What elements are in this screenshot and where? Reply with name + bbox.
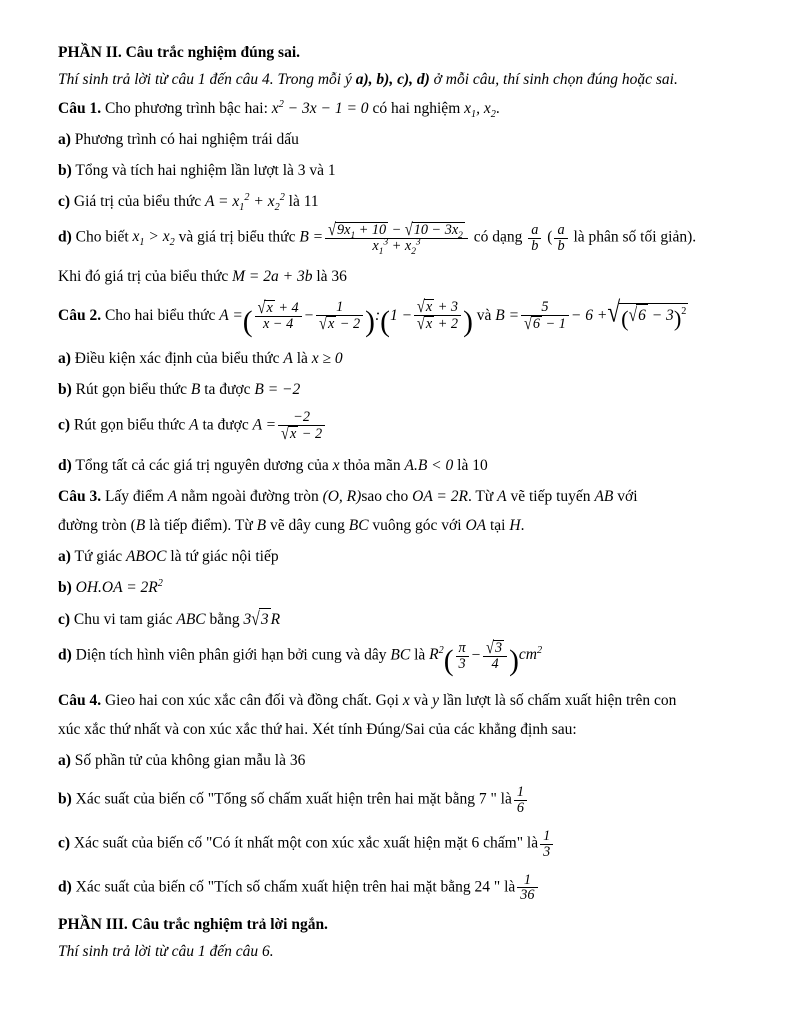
paren-close-big-3: )	[509, 645, 519, 678]
cau3-a-label: a)	[58, 548, 71, 566]
paren-close-big: )	[365, 305, 375, 338]
cau3-option-c	[58, 608, 734, 631]
cau3-c-label: c)	[58, 611, 71, 629]
part2-instruction-bold: a), b), c), d)	[355, 71, 430, 88]
cau4-d-fraction	[517, 873, 537, 904]
cau2-A-one: 1 −	[389, 306, 413, 324]
cau4-c-label: c)	[58, 834, 71, 852]
cau2-c-text-2: ta được	[202, 416, 249, 434]
cau1-c-text-1: Giá trị của biểu thức	[73, 193, 202, 210]
cau1-d-text-1: Cho biết	[75, 228, 129, 246]
part3-instruction: Thí sinh trả lời từ câu 1 đến câu 6.	[58, 943, 274, 961]
cau3-d-f2-den: 4	[483, 656, 507, 672]
cau2-A-div: :	[374, 306, 381, 324]
radical-icon: √	[281, 423, 289, 444]
cau2-c-num: −2	[293, 409, 311, 426]
cau2-option-d	[58, 455, 734, 477]
cau4-stem-line1	[58, 690, 734, 712]
cau2-A-f3-den: √x + 2	[414, 315, 461, 332]
cau2-c-fraction	[278, 410, 325, 442]
cau2-B-f-den: √6 − 1	[521, 315, 569, 332]
cau1-d-text-4: (	[547, 228, 553, 246]
cau2-B-lhs: B =	[495, 306, 520, 324]
radical-icon: √	[417, 314, 425, 335]
cau4-c-text-1: Xác suất của biến cố "Có ít nhất một con xúc xắc xuất hiện mặt 6 chấm" là	[73, 834, 539, 852]
radical-icon: √	[417, 297, 425, 318]
cau4-b-text-1: Xác suất của biến cố "Tổng số chấm xuất hiện trên hai mặt bằng 7 " là	[75, 790, 512, 808]
cau2-A-f1-num: √x + 4	[257, 298, 299, 319]
cau3-d-f1-num: π	[458, 640, 466, 657]
cau1-label: Câu 1.	[58, 100, 102, 117]
cau1-d-frac-ab-2	[554, 223, 567, 254]
cau2-b-text-2: ta được	[204, 381, 251, 399]
cau3-b-expression: $OH.OA = 2R^2$	[75, 577, 163, 597]
cau2-A-minus: −	[303, 306, 315, 324]
cau2-A-lhs: A =	[219, 306, 243, 324]
paren-open-big-2: (	[380, 305, 390, 338]
cau3-OA: OA = 2R	[412, 488, 468, 506]
cau2-B-f-num: 5	[541, 299, 549, 316]
cau3-d-text-2: là	[414, 646, 426, 664]
cau1-b-text: Tổng và tích hai nghiệm lần lượt là 3 và 1	[75, 162, 336, 179]
radical-icon: √	[628, 304, 638, 326]
cau4-a-text: Số phần tử của không gian mẫu là 36	[74, 751, 306, 769]
part2-instruction-text-1: Thí sinh trả lời từ câu 1 đến câu 4. Trong mỗi ý	[58, 71, 356, 88]
radical-icon: √	[251, 608, 260, 631]
cau2-c-label: c)	[58, 416, 71, 434]
cau4-option-c	[58, 829, 734, 860]
cau4-d-den: 36	[517, 887, 537, 903]
cau2-a-text-1: Điều kiện xác định của biểu thức	[74, 350, 280, 368]
cau3-a-quad: ABOC	[125, 548, 167, 566]
cau3-option-a	[58, 546, 734, 568]
cau2-B-sqrt-body: $(√6 - 3)^2$	[619, 303, 688, 328]
cau3-d-frac-pi3	[456, 641, 469, 672]
cau2-a-text-2: là	[296, 350, 308, 368]
radical-icon: √	[257, 298, 266, 319]
part3-heading: PHẦN III. Câu trắc nghiệm trả lời ngắn.	[58, 916, 328, 934]
part2-instruction	[58, 71, 734, 89]
cau4-d-text-1: Xác suất của biến cố "Tích số chấm xuất hiện trên hai mặt bằng 24 " là	[75, 877, 516, 895]
cau4-c-num: 1	[543, 827, 551, 844]
radical-icon: √	[524, 314, 532, 335]
cau3-OA2: OA	[465, 517, 487, 535]
cau2-option-c	[58, 410, 734, 442]
cau4-stem-1: Gieo hai con xúc xắc cân đối và đồng chất. Gọi	[104, 691, 399, 709]
cau3-d-f1-den: 3	[456, 656, 469, 672]
cau3-point-H: H	[509, 517, 521, 535]
cau4-stem-line2	[58, 719, 734, 741]
cau4-b-fraction	[514, 785, 527, 816]
cau2-b-B: B	[190, 381, 201, 399]
cau3-d-unit: $cm^2$	[518, 645, 543, 664]
cau3-point-A2: A	[497, 488, 507, 506]
cau4-c-den: 3	[540, 844, 553, 860]
cau3-d-frac-sqrt3-4	[483, 637, 507, 672]
cau2-option-b	[58, 379, 734, 401]
cau1-c-label: c)	[58, 193, 71, 210]
cau3-label: Câu 3.	[58, 488, 102, 506]
cau2-d-text-2: thỏa mãn	[343, 457, 401, 475]
cau2-b-text-1: Rút gọn biểu thức	[75, 381, 187, 399]
cau3-stem-11: tại	[489, 517, 506, 535]
cau2-A-f2-num: 1	[336, 299, 344, 316]
cau2-option-a	[58, 348, 734, 370]
cau2-A-frac1	[255, 300, 302, 332]
radical-icon: √	[486, 637, 494, 658]
cau1-d-frac-a: a	[531, 222, 539, 238]
cau1-b-label: b)	[58, 162, 72, 179]
cau1-d-expression-lhs: B =	[299, 228, 324, 246]
cau4-label: Câu 4.	[58, 691, 102, 709]
cau1-d-expression-M: M = 2a + 3b	[232, 267, 313, 285]
cau2-d-label: d)	[58, 457, 72, 475]
cau4-y: y	[432, 691, 439, 709]
cau1-stem	[58, 98, 734, 120]
cau3-stem-1: Lấy điểm	[104, 488, 164, 506]
cau1-option-b	[58, 160, 734, 182]
cau3-stem-2: nằm ngoài đường tròn	[181, 488, 319, 506]
cau1-option-c	[58, 191, 734, 213]
cau2-d-condition: A.B < 0	[404, 457, 454, 475]
cau1-stem-equation: $x^2 - 3x - 1 = 0$	[271, 98, 369, 117]
cau4-c-fraction	[540, 829, 553, 860]
cau3-stem-6: với	[617, 488, 638, 506]
cau1-a-text: Phương trình có hai nghiệm trái dấu	[74, 131, 299, 148]
cau1-d-frac-b: b	[528, 238, 541, 254]
cau2-stem	[58, 296, 734, 338]
cau1-stem-period: .	[495, 100, 500, 117]
cau3-stem-line1	[58, 486, 734, 508]
cau3-stem-9: vẽ dây cung	[269, 517, 345, 535]
cau2-A-frac2	[316, 299, 363, 335]
cau4-b-num: 1	[516, 783, 524, 800]
cau1-a-label: a)	[58, 131, 71, 148]
cau3-a-text-1: Tứ giác	[74, 548, 123, 566]
cau1-stem-text-1: Cho phương trình bậc hai:	[104, 100, 268, 117]
cau1-option-a	[58, 129, 734, 151]
sqrt-9x1-10: $√9x_1 + 10$	[328, 219, 387, 241]
cau1-d-text-2: và giá trị biểu thức	[178, 228, 296, 246]
cau1-d-label: d)	[58, 228, 72, 246]
cau1-option-d-cont	[58, 266, 734, 288]
cau1-d-numerator: $√9x_1 + 10 - √10 - 3x_2$	[328, 219, 463, 241]
cau2-label: Câu 2.	[58, 306, 102, 324]
radical-icon: √	[328, 219, 336, 240]
cau1-d-fraction	[325, 219, 468, 257]
radical-icon: √	[404, 219, 413, 240]
cau2-c-A: A	[189, 416, 199, 434]
cau3-BC: BC	[348, 517, 369, 535]
cau2-stem-text: Cho hai biểu thức	[104, 306, 216, 324]
cau3-d-R2: $R^2$	[429, 645, 444, 664]
cau3-stem-line2	[58, 515, 734, 537]
cau4-b-den: 6	[514, 800, 527, 816]
cau3-point-B2: B	[256, 517, 267, 535]
cau4-d-label: d)	[58, 877, 72, 895]
radical-icon: √	[319, 314, 327, 335]
cau2-A-f3-num: √x + 3	[417, 297, 459, 318]
cau4-option-d	[58, 873, 734, 904]
cau2-a-A: A	[283, 350, 293, 368]
cau3-d-chord: BC	[390, 646, 411, 664]
cau3-circle: (O, R)	[322, 488, 362, 506]
cau2-b-label: b)	[58, 381, 72, 399]
cau4-stem-3: lần lượt là số chấm xuất hiện trên con	[442, 691, 677, 709]
cau2-A-frac3	[414, 297, 461, 335]
cau2-d-x: x	[332, 457, 340, 475]
cau2-B-sqrt-outer	[607, 297, 688, 330]
cau3-AB: AB	[594, 488, 614, 506]
cau2-d-text-3: là 10	[457, 457, 488, 475]
paren-close-big-2: )	[463, 305, 473, 338]
cau3-point-A: A	[167, 488, 178, 506]
cau4-stem-4: xúc xắc thứ nhất và con xúc xắc thứ hai. Xét tính Đúng/Sai của các khẳng định sau:	[58, 720, 577, 738]
cau3-stem-3: sao cho	[361, 488, 409, 506]
cau3-a-text-2: là tứ giác nội tiếp	[170, 548, 279, 566]
cau1-d-frac-ab	[528, 223, 541, 254]
cau4-option-b	[58, 785, 734, 816]
cau2-and-text: và	[476, 306, 492, 324]
cau1-stem-text-2: có hai nghiệm	[372, 100, 461, 117]
cau4-stem-2: và	[413, 691, 429, 709]
cau3-d-text-1: Diện tích hình viên phân giới hạn bởi cung và dây	[75, 646, 387, 664]
cau3-d-f2-num: √3	[486, 637, 503, 658]
cau4-x: x	[402, 691, 410, 709]
cau1-d-text-6: Khi đó giá trị của biểu thức	[58, 267, 229, 285]
paren-open-big: (	[242, 305, 253, 338]
cau2-a-label: a)	[58, 350, 71, 368]
cau4-b-label: b)	[58, 790, 72, 808]
cau3-stem-7: đường tròn (	[58, 517, 136, 535]
cau2-c-text-1: Rút gọn biểu thức	[73, 416, 186, 434]
cau1-d-condition: $x_1 > x_2$	[132, 228, 175, 249]
cau3-stem-5: vẽ tiếp tuyến	[510, 488, 591, 506]
cau2-B-minus6: − 6 +	[570, 306, 608, 324]
paren-open-big-3: (	[443, 645, 454, 678]
cau3-stem-12: .	[520, 517, 525, 535]
cau3-c-triangle: ABC	[176, 611, 206, 629]
cau3-stem-10: vuông góc với	[372, 517, 462, 535]
cau1-c-text-2: là 11	[288, 193, 319, 210]
cau1-stem-roots: $x_1$, $x_2$	[464, 100, 496, 121]
cau4-d-num: 1	[523, 871, 531, 888]
radical-icon: √	[607, 296, 621, 330]
cau2-A-f2-den: √x − 2	[316, 315, 363, 332]
cau3-c-text-1: Chu vi tam giác	[73, 611, 173, 629]
cau3-c-value: 3√3 R	[244, 611, 280, 628]
sqrt-10-3x2: $√10 - 3x_2$	[404, 219, 463, 241]
cau3-stem-4: . Từ	[467, 488, 494, 506]
cau1-d-text-3: có dạng	[473, 228, 523, 246]
cau2-A-f1-den: x − 4	[255, 316, 302, 332]
cau1-d-text-7: là 36	[316, 267, 347, 285]
cau2-a-condition: x ≥ 0	[311, 350, 343, 368]
cau1-d-frac-a-2: a	[557, 222, 565, 238]
cau3-stem-8: là tiếp điểm). Từ	[149, 517, 253, 535]
cau3-option-d	[58, 637, 734, 678]
cau1-d-frac-b-2: b	[554, 238, 567, 254]
cau3-option-b	[58, 577, 734, 599]
part2-instruction-text-2: ở mỗi câu, thí sinh chọn đúng hoặc sai.	[429, 71, 678, 88]
cau1-option-d	[58, 219, 734, 257]
cau4-option-a	[58, 750, 734, 772]
cau2-c-result-lhs: A =	[252, 416, 277, 434]
cau2-c-den: √x − 2	[278, 425, 325, 442]
cau2-b-result: B = −2	[254, 381, 301, 399]
cau2-B-frac	[521, 299, 569, 335]
cau3-d-label: d)	[58, 646, 72, 664]
cau1-c-expression: $A = x_1^2 + x_2^2$	[204, 191, 285, 214]
cau3-b-label: b)	[58, 579, 72, 597]
part2-heading: PHẦN II. Câu trắc nghiệm đúng sai.	[58, 44, 300, 61]
cau3-c-text-2: bằng	[209, 611, 240, 629]
cau3-d-minus: −	[470, 646, 482, 664]
cau2-d-text-1: Tổng tất cả các giá trị nguyên dương của	[75, 457, 329, 475]
cau4-a-label: a)	[58, 751, 71, 769]
cau1-d-denominator: $x_1^3 + x_2^3$	[325, 238, 468, 254]
cau3-point-B: B	[135, 517, 146, 535]
cau1-d-text-5: là phân số tối giản).	[573, 228, 697, 246]
